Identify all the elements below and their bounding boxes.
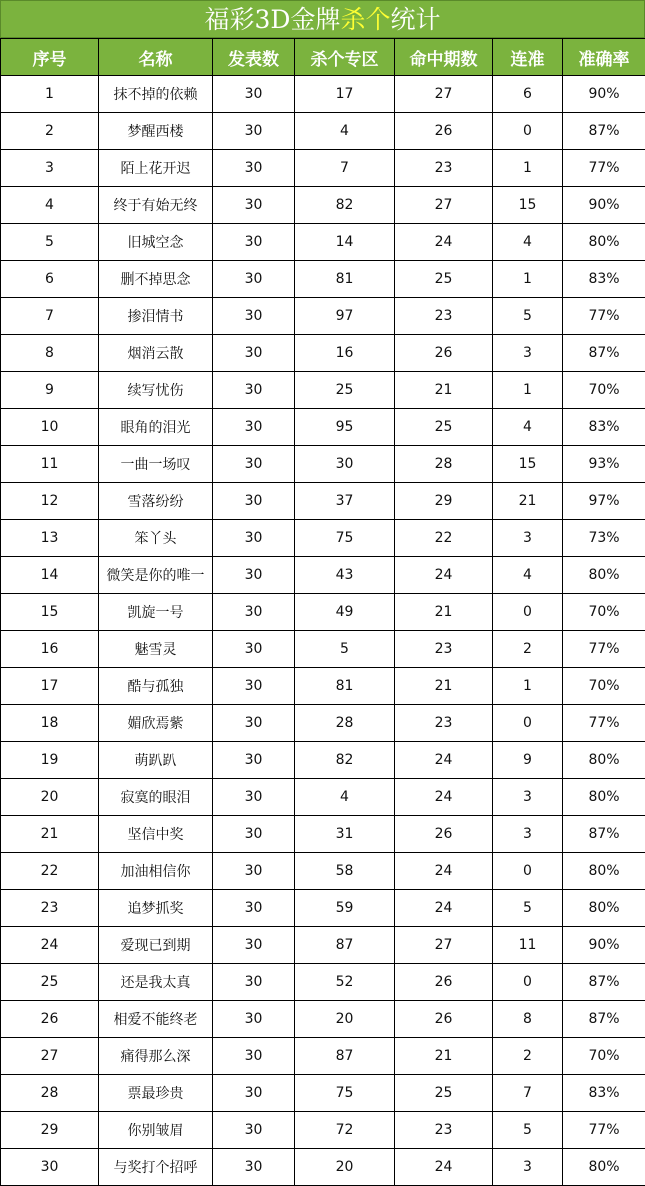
- cell-posts: 30: [213, 187, 295, 224]
- table-row: [1, 705, 645, 742]
- cell-name: 媚欣焉紫: [99, 705, 213, 742]
- cell-accuracy: 80%: [563, 742, 645, 779]
- cell-hits: 23: [395, 150, 493, 187]
- cell-kill-zone: 87: [295, 1038, 395, 1075]
- cell-accuracy: 80%: [563, 224, 645, 261]
- cell-name: 续写忧伤: [99, 372, 213, 409]
- cell-kill-zone: 25: [295, 372, 395, 409]
- cell-hits: 29: [395, 483, 493, 520]
- cell-kill-zone: 4: [295, 779, 395, 816]
- table-row: [1, 446, 645, 483]
- table-row: [1, 853, 645, 890]
- table-row: [1, 76, 645, 113]
- cell-hits: 26: [395, 964, 493, 1001]
- cell-accuracy: 80%: [563, 1149, 645, 1186]
- cell-accuracy: 77%: [563, 150, 645, 187]
- cell-accuracy: 93%: [563, 446, 645, 483]
- cell-accuracy: 80%: [563, 779, 645, 816]
- cell-kill-zone: 37: [295, 483, 395, 520]
- cell-kill-zone: 82: [295, 742, 395, 779]
- table-row: [1, 483, 645, 520]
- cell-streak: 8: [493, 1001, 563, 1038]
- header-row: [1, 39, 645, 76]
- cell-name: 凯旋一号: [99, 594, 213, 631]
- cell-index: 18: [1, 705, 99, 742]
- cell-streak: 11: [493, 927, 563, 964]
- cell-index: 11: [1, 446, 99, 483]
- cell-name: 票最珍贵: [99, 1075, 213, 1112]
- cell-accuracy: 77%: [563, 631, 645, 668]
- cell-streak: 1: [493, 261, 563, 298]
- cell-posts: 30: [213, 1149, 295, 1186]
- cell-kill-zone: 58: [295, 853, 395, 890]
- cell-streak: 2: [493, 1038, 563, 1075]
- cell-hits: 27: [395, 76, 493, 113]
- cell-streak: 0: [493, 853, 563, 890]
- cell-name: 眼角的泪光: [99, 409, 213, 446]
- cell-streak: 2: [493, 631, 563, 668]
- cell-posts: 30: [213, 779, 295, 816]
- cell-kill-zone: 7: [295, 150, 395, 187]
- table-row: [1, 298, 645, 335]
- header-kill-zone: 杀个专区: [295, 39, 395, 76]
- cell-posts: 30: [213, 335, 295, 372]
- header-streak: 连准: [493, 39, 563, 76]
- cell-posts: 30: [213, 631, 295, 668]
- cell-index: 30: [1, 1149, 99, 1186]
- header-index: 序号: [1, 39, 99, 76]
- cell-streak: 9: [493, 742, 563, 779]
- cell-accuracy: 83%: [563, 409, 645, 446]
- header-hits: 命中期数: [395, 39, 493, 76]
- table-row: [1, 1001, 645, 1038]
- cell-posts: 30: [213, 150, 295, 187]
- cell-index: 23: [1, 890, 99, 927]
- header-accuracy: 准确率: [563, 39, 645, 76]
- cell-index: 7: [1, 298, 99, 335]
- cell-accuracy: 77%: [563, 705, 645, 742]
- cell-name: 魅雪灵: [99, 631, 213, 668]
- cell-streak: 15: [493, 446, 563, 483]
- cell-hits: 21: [395, 372, 493, 409]
- cell-posts: 30: [213, 853, 295, 890]
- cell-posts: 30: [213, 483, 295, 520]
- cell-posts: 30: [213, 668, 295, 705]
- cell-index: 17: [1, 668, 99, 705]
- title-prefix: 福彩3D金牌: [205, 5, 341, 34]
- cell-index: 21: [1, 816, 99, 853]
- cell-index: 6: [1, 261, 99, 298]
- table-row: [1, 187, 645, 224]
- cell-hits: 24: [395, 853, 493, 890]
- cell-index: 12: [1, 483, 99, 520]
- cell-hits: 24: [395, 779, 493, 816]
- table-row: [1, 594, 645, 631]
- table-row: [1, 927, 645, 964]
- cell-name: 陌上花开迟: [99, 150, 213, 187]
- cell-name: 酷与孤独: [99, 668, 213, 705]
- cell-posts: 30: [213, 113, 295, 150]
- cell-kill-zone: 14: [295, 224, 395, 261]
- cell-accuracy: 87%: [563, 113, 645, 150]
- cell-index: 20: [1, 779, 99, 816]
- cell-index: 4: [1, 187, 99, 224]
- cell-posts: 30: [213, 224, 295, 261]
- cell-hits: 24: [395, 890, 493, 927]
- cell-posts: 30: [213, 1038, 295, 1075]
- cell-kill-zone: 81: [295, 668, 395, 705]
- page-title: [0, 0, 645, 38]
- table-row: [1, 224, 645, 261]
- cell-posts: 30: [213, 927, 295, 964]
- cell-index: 26: [1, 1001, 99, 1038]
- table-row: [1, 816, 645, 853]
- cell-name: 旧城空念: [99, 224, 213, 261]
- cell-index: 5: [1, 224, 99, 261]
- cell-streak: 0: [493, 594, 563, 631]
- stats-table: [0, 38, 645, 1186]
- cell-posts: 30: [213, 557, 295, 594]
- cell-name: 抹不掉的依赖: [99, 76, 213, 113]
- cell-posts: 30: [213, 816, 295, 853]
- cell-hits: 24: [395, 742, 493, 779]
- cell-posts: 30: [213, 261, 295, 298]
- cell-streak: 3: [493, 816, 563, 853]
- cell-index: 1: [1, 76, 99, 113]
- cell-kill-zone: 17: [295, 76, 395, 113]
- cell-streak: 5: [493, 890, 563, 927]
- cell-accuracy: 70%: [563, 1038, 645, 1075]
- cell-name: 爱现已到期: [99, 927, 213, 964]
- cell-posts: 30: [213, 409, 295, 446]
- cell-index: 29: [1, 1112, 99, 1149]
- cell-hits: 24: [395, 224, 493, 261]
- cell-hits: 22: [395, 520, 493, 557]
- cell-name: 笨丫头: [99, 520, 213, 557]
- title-highlight: 杀个: [340, 5, 390, 34]
- cell-hits: 24: [395, 1149, 493, 1186]
- cell-hits: 23: [395, 631, 493, 668]
- cell-posts: 30: [213, 890, 295, 927]
- cell-streak: 15: [493, 187, 563, 224]
- table-row: [1, 1038, 645, 1075]
- cell-name: 掺泪情书: [99, 298, 213, 335]
- cell-index: 22: [1, 853, 99, 890]
- cell-name: 与奖打个招呼: [99, 1149, 213, 1186]
- cell-name: 加油相信你: [99, 853, 213, 890]
- table-row: [1, 1112, 645, 1149]
- cell-index: 27: [1, 1038, 99, 1075]
- cell-accuracy: 73%: [563, 520, 645, 557]
- cell-accuracy: 87%: [563, 335, 645, 372]
- table-row: [1, 335, 645, 372]
- cell-index: 19: [1, 742, 99, 779]
- cell-name: 终于有始无终: [99, 187, 213, 224]
- cell-index: 3: [1, 150, 99, 187]
- cell-name: 你别皱眉: [99, 1112, 213, 1149]
- cell-posts: 30: [213, 742, 295, 779]
- cell-posts: 30: [213, 1001, 295, 1038]
- cell-kill-zone: 75: [295, 520, 395, 557]
- table-row: [1, 742, 645, 779]
- cell-kill-zone: 97: [295, 298, 395, 335]
- table-row: [1, 668, 645, 705]
- cell-posts: 30: [213, 520, 295, 557]
- cell-streak: 6: [493, 76, 563, 113]
- cell-index: 2: [1, 113, 99, 150]
- table-row: [1, 1075, 645, 1112]
- cell-kill-zone: 75: [295, 1075, 395, 1112]
- cell-hits: 23: [395, 298, 493, 335]
- cell-name: 还是我太真: [99, 964, 213, 1001]
- cell-posts: 30: [213, 1112, 295, 1149]
- cell-name: 寂寞的眼泪: [99, 779, 213, 816]
- cell-streak: 3: [493, 1149, 563, 1186]
- cell-hits: 23: [395, 705, 493, 742]
- cell-streak: 21: [493, 483, 563, 520]
- table-row: [1, 631, 645, 668]
- cell-accuracy: 70%: [563, 594, 645, 631]
- cell-name: 相爱不能终老: [99, 1001, 213, 1038]
- cell-posts: 30: [213, 1075, 295, 1112]
- cell-posts: 30: [213, 298, 295, 335]
- cell-kill-zone: 49: [295, 594, 395, 631]
- table-row: [1, 113, 645, 150]
- header-name: 名称: [99, 39, 213, 76]
- cell-accuracy: 90%: [563, 76, 645, 113]
- cell-index: 16: [1, 631, 99, 668]
- header-posts: 发表数: [213, 39, 295, 76]
- cell-name: 坚信中奖: [99, 816, 213, 853]
- cell-index: 8: [1, 335, 99, 372]
- cell-hits: 25: [395, 261, 493, 298]
- cell-name: 雪落纷纷: [99, 483, 213, 520]
- cell-streak: 0: [493, 705, 563, 742]
- cell-hits: 21: [395, 668, 493, 705]
- cell-hits: 27: [395, 927, 493, 964]
- cell-streak: 3: [493, 335, 563, 372]
- cell-kill-zone: 20: [295, 1001, 395, 1038]
- cell-posts: 30: [213, 964, 295, 1001]
- cell-name: 微笑是你的唯一: [99, 557, 213, 594]
- cell-accuracy: 80%: [563, 853, 645, 890]
- cell-hits: 25: [395, 1075, 493, 1112]
- cell-accuracy: 80%: [563, 557, 645, 594]
- cell-posts: 30: [213, 446, 295, 483]
- cell-name: 追梦抓奖: [99, 890, 213, 927]
- cell-hits: 24: [395, 557, 493, 594]
- cell-streak: 1: [493, 372, 563, 409]
- table-row: [1, 409, 645, 446]
- cell-hits: 26: [395, 113, 493, 150]
- cell-hits: 23: [395, 1112, 493, 1149]
- cell-posts: 30: [213, 372, 295, 409]
- cell-index: 28: [1, 1075, 99, 1112]
- cell-kill-zone: 52: [295, 964, 395, 1001]
- table-row: [1, 372, 645, 409]
- table-row: [1, 520, 645, 557]
- cell-streak: 4: [493, 224, 563, 261]
- cell-accuracy: 70%: [563, 668, 645, 705]
- cell-accuracy: 83%: [563, 261, 645, 298]
- cell-name: 梦醒西楼: [99, 113, 213, 150]
- cell-hits: 26: [395, 816, 493, 853]
- cell-streak: 5: [493, 298, 563, 335]
- table-row: [1, 890, 645, 927]
- cell-hits: 27: [395, 187, 493, 224]
- cell-kill-zone: 87: [295, 927, 395, 964]
- title-suffix: 统计: [390, 5, 440, 34]
- cell-streak: 1: [493, 668, 563, 705]
- cell-accuracy: 90%: [563, 927, 645, 964]
- cell-index: 9: [1, 372, 99, 409]
- cell-accuracy: 90%: [563, 187, 645, 224]
- cell-index: 10: [1, 409, 99, 446]
- cell-accuracy: 80%: [563, 890, 645, 927]
- cell-streak: 0: [493, 964, 563, 1001]
- cell-accuracy: 87%: [563, 816, 645, 853]
- table-row: [1, 779, 645, 816]
- cell-name: 一曲一场叹: [99, 446, 213, 483]
- cell-accuracy: 77%: [563, 298, 645, 335]
- table-row: [1, 150, 645, 187]
- cell-index: 14: [1, 557, 99, 594]
- cell-hits: 26: [395, 335, 493, 372]
- cell-kill-zone: 28: [295, 705, 395, 742]
- cell-kill-zone: 20: [295, 1149, 395, 1186]
- cell-accuracy: 87%: [563, 964, 645, 1001]
- cell-kill-zone: 31: [295, 816, 395, 853]
- cell-hits: 28: [395, 446, 493, 483]
- cell-kill-zone: 4: [295, 113, 395, 150]
- table-row: [1, 261, 645, 298]
- table-row: [1, 1149, 645, 1186]
- cell-kill-zone: 82: [295, 187, 395, 224]
- cell-name: 萌趴趴: [99, 742, 213, 779]
- table-row: [1, 964, 645, 1001]
- cell-accuracy: 97%: [563, 483, 645, 520]
- cell-index: 25: [1, 964, 99, 1001]
- cell-streak: 0: [493, 113, 563, 150]
- table-row: [1, 557, 645, 594]
- cell-hits: 25: [395, 409, 493, 446]
- cell-streak: 4: [493, 409, 563, 446]
- cell-name: 烟消云散: [99, 335, 213, 372]
- cell-streak: 3: [493, 520, 563, 557]
- cell-accuracy: 83%: [563, 1075, 645, 1112]
- cell-accuracy: 87%: [563, 1001, 645, 1038]
- cell-index: 15: [1, 594, 99, 631]
- cell-streak: 1: [493, 150, 563, 187]
- cell-hits: 21: [395, 594, 493, 631]
- cell-streak: 4: [493, 557, 563, 594]
- cell-posts: 30: [213, 705, 295, 742]
- cell-index: 13: [1, 520, 99, 557]
- cell-kill-zone: 95: [295, 409, 395, 446]
- cell-accuracy: 70%: [563, 372, 645, 409]
- cell-streak: 7: [493, 1075, 563, 1112]
- cell-kill-zone: 72: [295, 1112, 395, 1149]
- cell-kill-zone: 16: [295, 335, 395, 372]
- cell-index: 24: [1, 927, 99, 964]
- cell-kill-zone: 59: [295, 890, 395, 927]
- cell-kill-zone: 81: [295, 261, 395, 298]
- cell-posts: 30: [213, 594, 295, 631]
- cell-hits: 26: [395, 1001, 493, 1038]
- cell-kill-zone: 5: [295, 631, 395, 668]
- cell-name: 痛得那么深: [99, 1038, 213, 1075]
- cell-name: 删不掉思念: [99, 261, 213, 298]
- cell-kill-zone: 30: [295, 446, 395, 483]
- cell-streak: 5: [493, 1112, 563, 1149]
- cell-accuracy: 77%: [563, 1112, 645, 1149]
- cell-streak: 3: [493, 779, 563, 816]
- cell-kill-zone: 43: [295, 557, 395, 594]
- cell-posts: 30: [213, 76, 295, 113]
- cell-hits: 21: [395, 1038, 493, 1075]
